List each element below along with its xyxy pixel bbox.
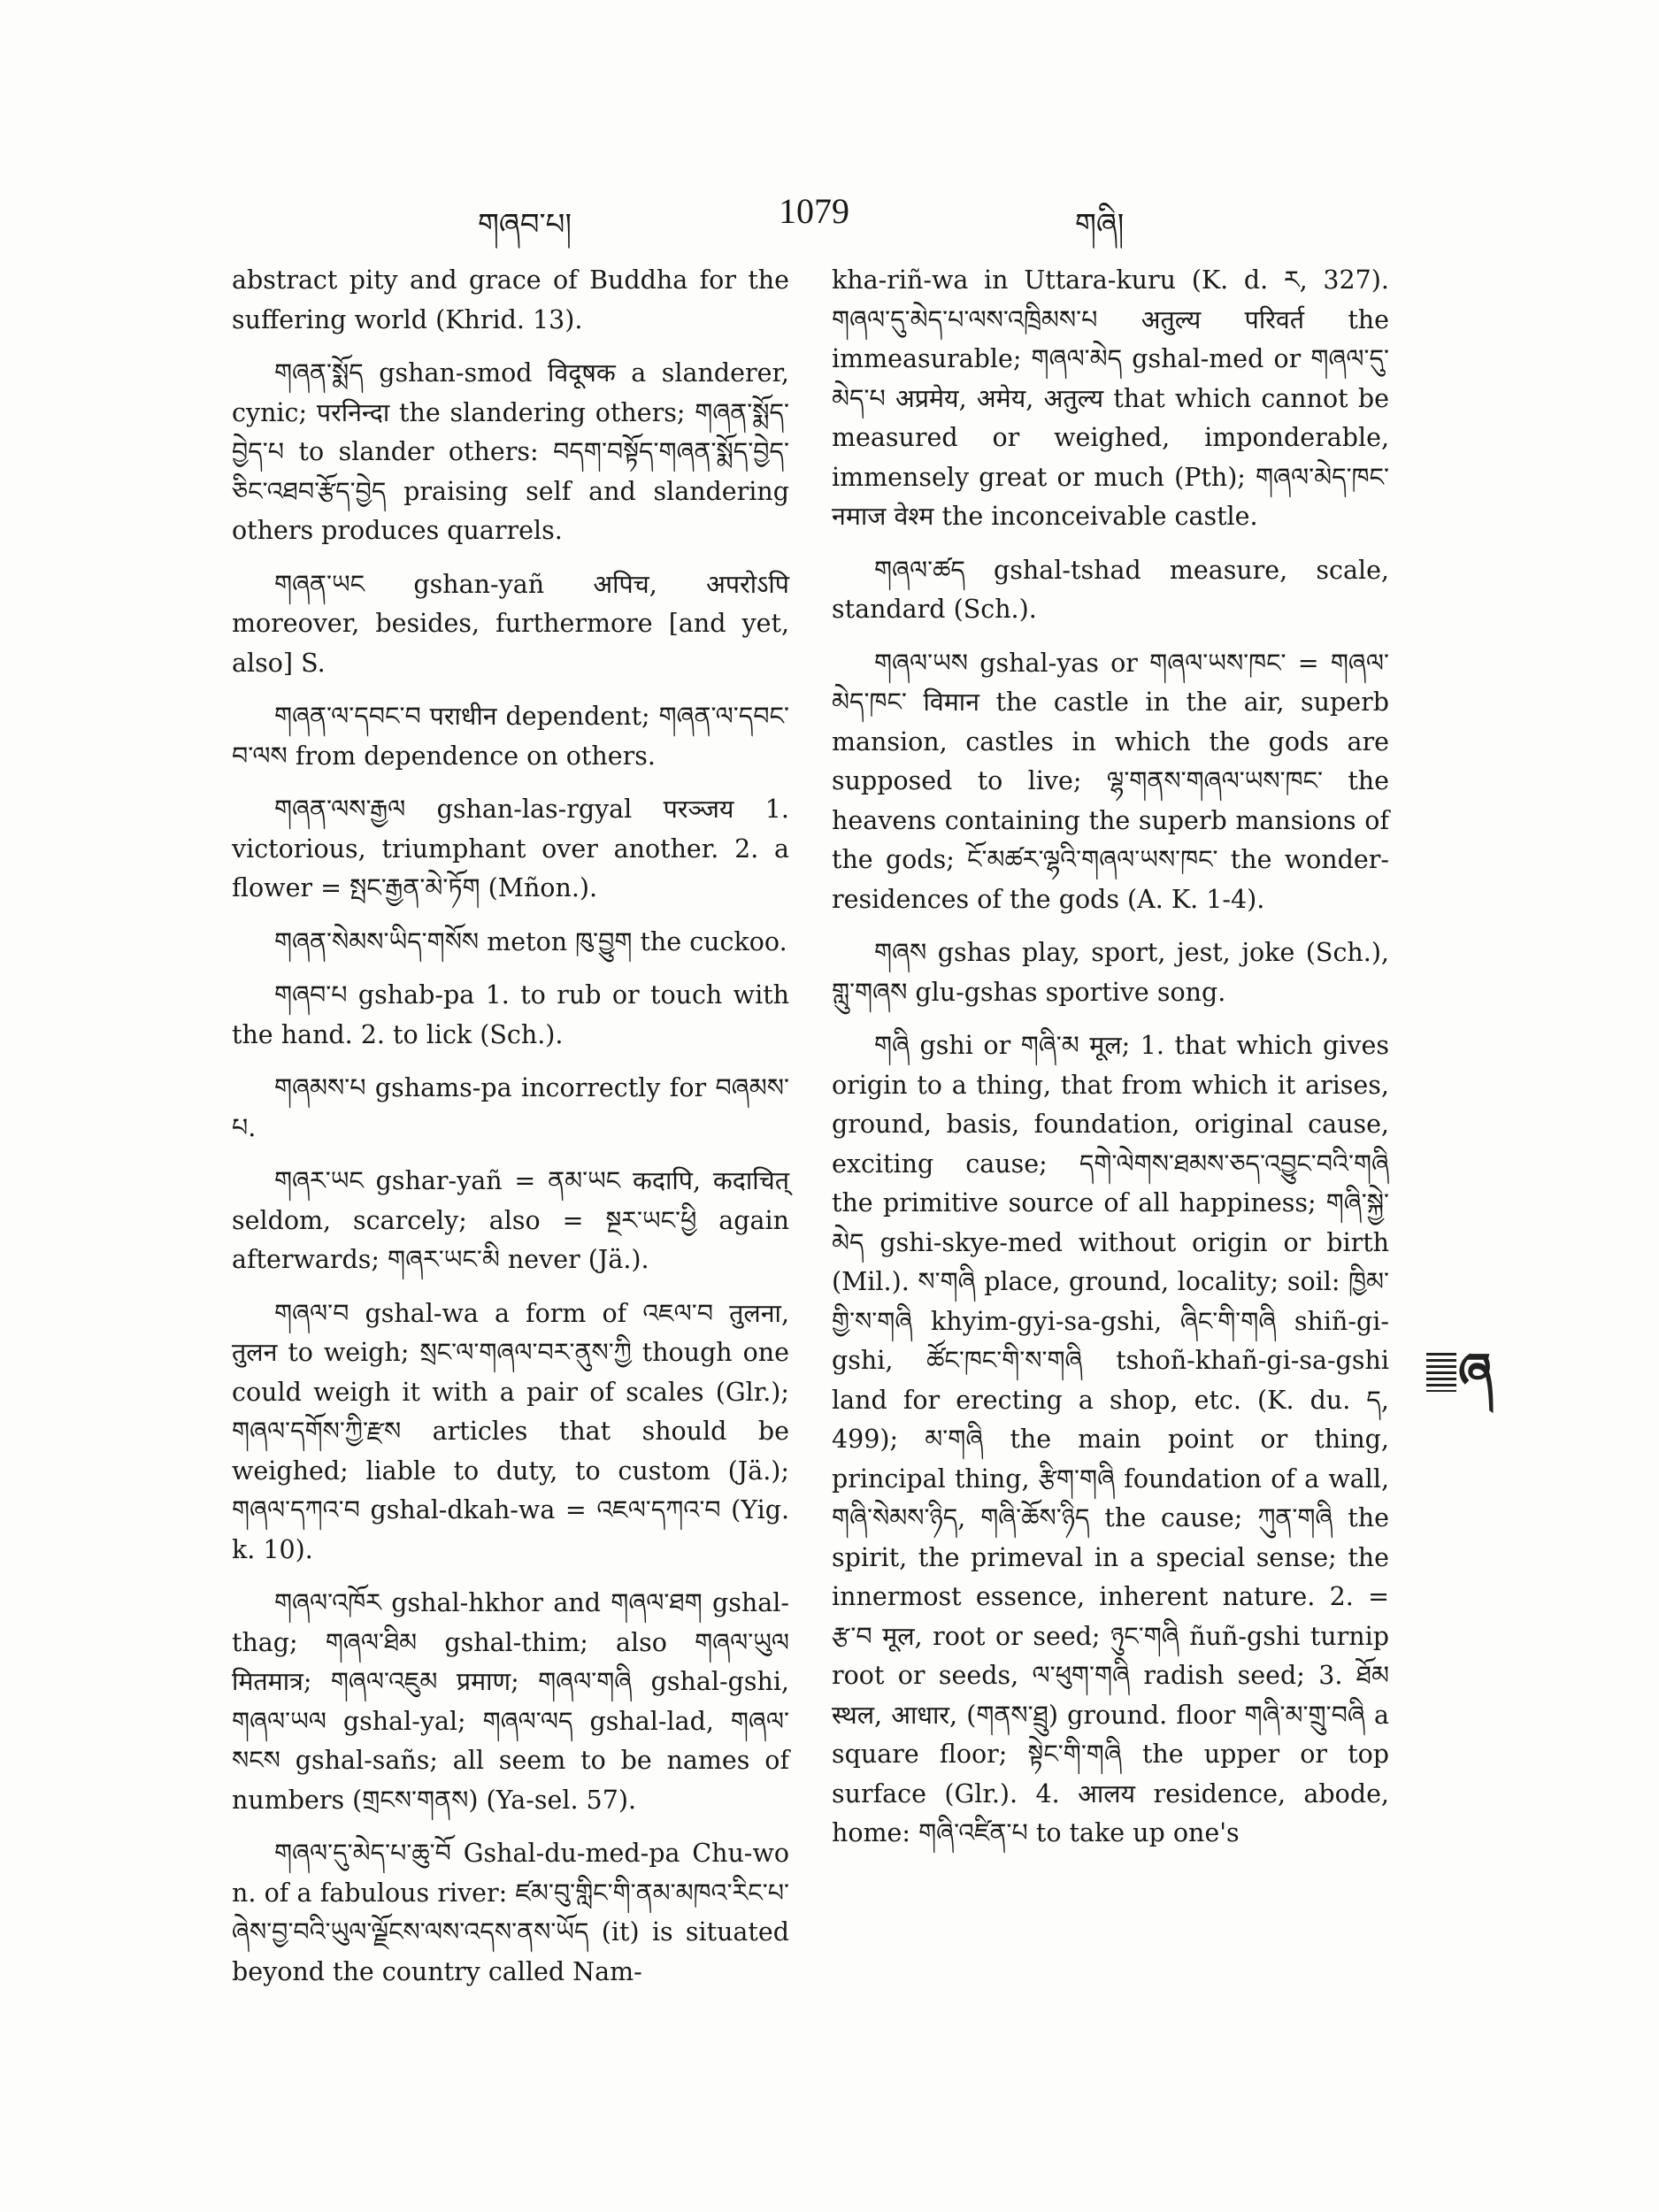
header-right-headword: གཞི། (1075, 207, 1125, 242)
dictionary-entry: གཞལ་དུ་མེད་པ་ཆུ་བོ Gshal-du-med-pa Chu-wo n. of a fabulous river: ཛམ་བུ་གླིང་གི་ནམ་མཁའ་རིང་པ་ཞེས་བྱ་བའི་ཡུལ་ལྗོངས་ལས་འདས་ནས་ཡོད (it) is situated beyond the country called Nam- (232, 1839, 789, 1986)
dictionary-entry: གཞི gshi or གཞི་མ मूल; 1. that which gives origin to a thing, that from which it arises, ground, basis, foundation, original cause, exciting cause; དགེ་ལེགས་ཐམས་ཅད་འབྱུང་བའི་གཞི the primitive source of all happiness; གཞི་སྐྱེ་མེད gshi-skye-med without origin or birth (Mil.). ས་གཞི place, ground, locality; soil: ཁྱིམ་གྱི་ས་གཞི khyim-gyi-sa-gshi, ཞིང་གི་གཞི shiñ-gi-gshi, ཚོང་ཁང་གི་ས་གཞི tshoñ-khañ-gi-sa-gshi land for erecting a shop, etc. (K. du. ད, 499); མ་གཞི the main point or thing, principal thing, རྩིག་གཞི foundation of a wall, གཞི་སེམས་ཉིད, གཞི་ཆོས་ཉིད the cause; ཀུན་གཞི the spirit, the primeval in a special sense; the innermost essence, inherent nature. 2. = རྩ་བ मूल, root or seed; ཉུང་གཞི ñuñ-gshi turnip root or seeds, ལ་ཕུག་གཞི radish seed; 3. ཐོམ स्थल, आधार, (གནས་ཐྲུ) ground. floor གཞི་མ་གྲུ་བཞི a square floor; སྟེང་གི་གཞི the upper or top surface (Glr.). 4. आलय residence, abode, home: གཞི་འཛིན་པ to take up one's (832, 1031, 1389, 1847)
dictionary-entry: གཞབ་པ gshab-pa 1. to rub or touch with the hand. 2. to lick (Sch.). (232, 980, 789, 1049)
thumb-index-tab (1426, 1340, 1506, 1402)
dictionary-entry: kha-riñ-wa in Uttara-kuru (K. d. ར, 327). གཞལ་དུ་མེད་པ་ལས་འཁྲིམས་པ अतुल्य परिवर्त the immeasurable; གཞལ་མེད gshal-med or གཞལ་དུ་མེད་པ अप्रमेय, अमेय, अतुल्य that which cannot be measured or weighed, imponderable, immensely great or much (Pth); གཞལ་མེད་ཁང་ नमाज वेश्म the inconceivable castle. (832, 265, 1389, 531)
right-column (832, 261, 1389, 1868)
dictionary-entry: གཞན་སེམས་ཡིད་གསོས meton ཁུ་བྱུག the cuckoo. (274, 926, 787, 956)
dictionary-entry: གཞར་ཡང gshar-yañ = ནམ་ཡང कदापि, कदाचित् seldom, scarcely; also = སྔར་ཡང་ཕྱི again afterwards; གཞར་ཡང་མི never (Jä.). (232, 1166, 789, 1274)
page-number: 1079 (779, 191, 849, 231)
dictionary-entry: གཞལ་འཁོར gshal-hkhor and གཞལ་ཐག gshal-thag; གཞལ་ཐིམ gshal-thim; also གཞལ་ཡུལ मितमात्र; གཞལ་འཇུམ प्रमाण; གཞལ་གཞི gshal-gshi, གཞལ་ཡལ gshal-yal; གཞལ་ལད gshal-lad, གཞལ་སངས gshal-sañs; all seem to be names of numbers (གྲངས་གནས) (Ya-sel. 57). (232, 1588, 789, 1815)
left-column (232, 261, 789, 2006)
dictionary-entry: གཞན་ལས་རྒྱལ gshan-las-rgyal परञ्जय 1. victorious, triumphant over another. 2. a flower = སྤང་རྒྱན་མེ་ཏོག (Mñon.). (232, 795, 789, 902)
dictionary-entry: གཞས gshas play, sport, jest, joke (Sch.), གླུ་གཞས glu-gshas sportive song. (832, 938, 1389, 1007)
thumb-index-bars-icon (1426, 1353, 1456, 1392)
dictionary-entry: གཞམས་པ gshams-pa incorrectly for བཞམས་པ. (232, 1073, 789, 1142)
header-left-headword: གཞབ་པ། (478, 207, 572, 242)
dictionary-entry: གཞན་ཡང gshan-yañ अपिच, अपरोऽपि moreover, besides, furthermore [and yet, also] S. (232, 569, 789, 678)
dictionary-entry: གཞལ་ཚད gshal-tshad measure, scale, standard (Sch.). (832, 555, 1389, 624)
dictionary-entry: གཞལ་ཡས gshal-yas or གཞལ་ཡས་ཁང་ = གཞལ་མེད་ཁང་ विमान the castle in the air, superb mansion, castles in which the gods are supposed to live; ལྷ་གནས་གཞལ་ཡས་ཁང་ the heavens containing the superb mansions of the gods; ངོ་མཚར་ལྷའི་གཞལ་ཡས་ཁང་ the wonder-residences of the gods (A. K. 1-4). (832, 648, 1389, 914)
thumb-index-letter: ཞ (1458, 1342, 1494, 1401)
running-header (0, 190, 1659, 243)
dictionary-entry: གཞན་སྨོད gshan-smod विदूषक a slanderer, cynic; परनिन्दा the slandering others; གཞན་སྨོད་བྱེད་པ to slander others: བདག་བསྟོད་གཞན་སྨོད་བྱེད་ཅིང་འཐབ་རྩོད་བྱེད praising self and slandering others produces quarrels. (232, 358, 789, 545)
dictionary-entry: གཞལ་བ gshal-wa a form of འཇལ་བ तुलना, तुलन to weigh; སྲང་ལ་གཞལ་བར་ནུས་ཀྱི though one could weigh it with a pair of scales (Glr.); གཞལ་དགོས་ཀྱི་རྫས articles that should be weighed; liable to duty, to custom (Jä.); གཞལ་དཀའ་བ gshal-dkah-wa = འཇལ་དཀའ་བ (Yig. k. 10). (232, 1298, 789, 1564)
dictionary-entry: abstract pity and grace of Buddha for the suffering world (Khrid. 13). (232, 265, 789, 334)
dictionary-entry: གཞན་ལ་དབང་བ पराधीन dependent; གཞན་ལ་དབང་བ་ལས from dependence on others. (232, 702, 789, 771)
